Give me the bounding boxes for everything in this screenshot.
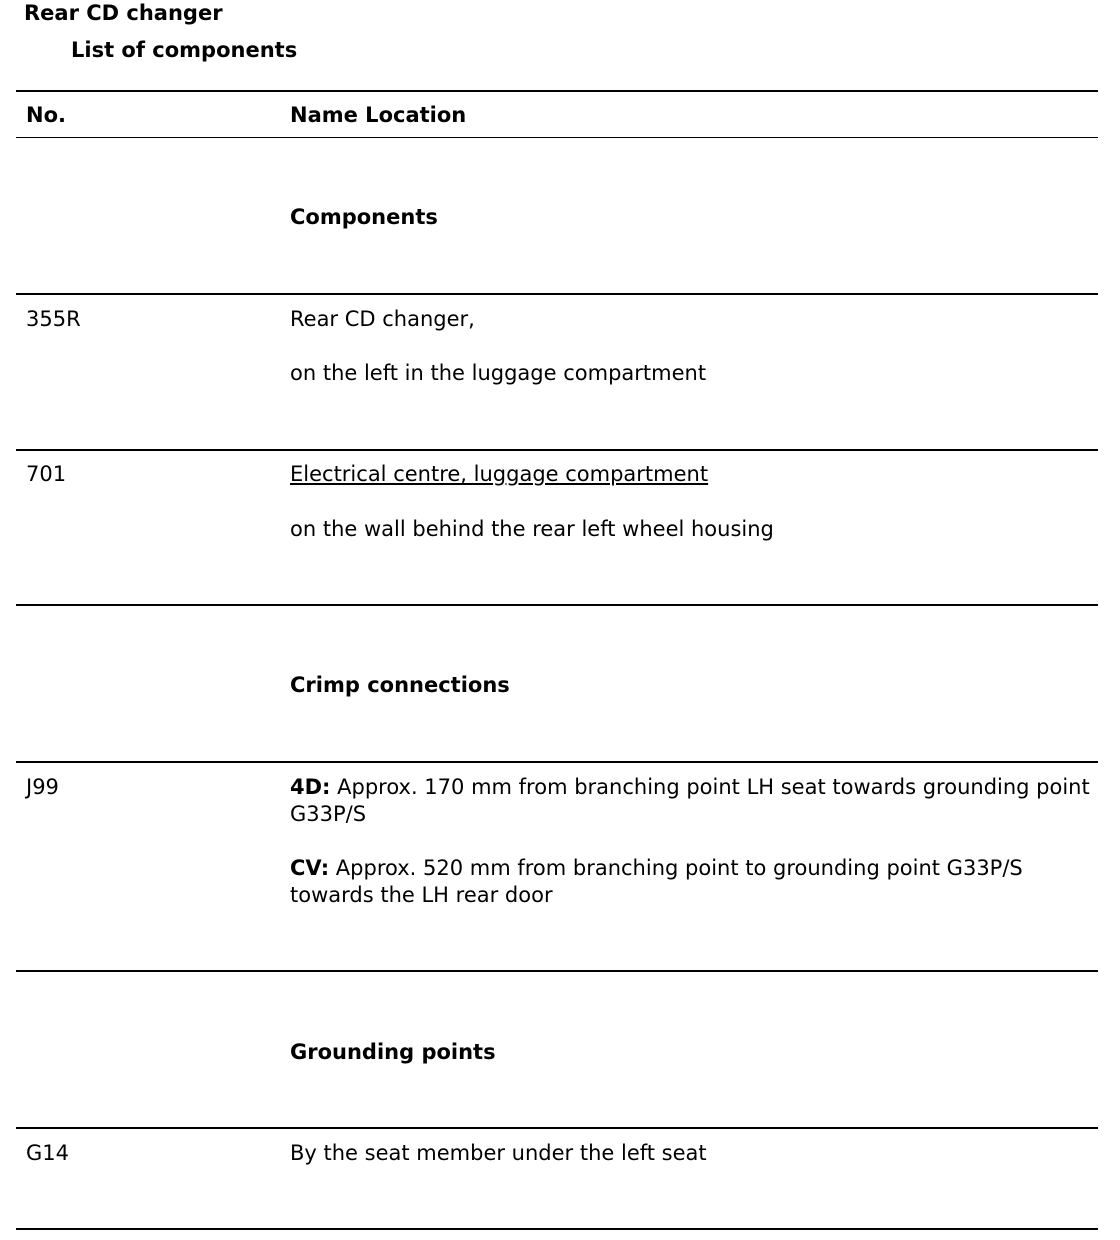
table-bottom-rule bbox=[16, 1228, 1098, 1230]
row-number: G14 bbox=[26, 1141, 69, 1165]
header-no: No. bbox=[26, 103, 66, 127]
document-subtitle: List of components bbox=[71, 38, 298, 62]
row-rule bbox=[16, 449, 1098, 451]
document-title: Rear CD changer bbox=[24, 1, 223, 25]
component-location: on the left in the luggage compartment bbox=[290, 361, 707, 385]
crimp-location-cv bbox=[290, 855, 1090, 909]
section-heading-components: Components bbox=[290, 205, 438, 229]
section-rule bbox=[16, 1127, 1098, 1129]
model-label-4d: 4D: bbox=[290, 775, 331, 799]
row-rule bbox=[16, 604, 1098, 606]
crimp-location-4d bbox=[290, 774, 1090, 828]
crimp-description: Approx. 170 mm from branching point LH seat towards grounding point G33P/S bbox=[290, 775, 1090, 826]
component-name: Rear CD changer, bbox=[290, 307, 475, 331]
model-label-cv: CV: bbox=[290, 856, 330, 880]
section-rule bbox=[16, 761, 1098, 763]
row-number: J99 bbox=[26, 775, 59, 799]
section-heading-grounding-points: Grounding points bbox=[290, 1040, 496, 1064]
table-top-rule bbox=[16, 90, 1098, 92]
row-rule bbox=[16, 970, 1098, 972]
row-number: 701 bbox=[26, 462, 67, 486]
component-location: on the wall behind the rear left wheel housing bbox=[290, 517, 774, 541]
row-number: 355R bbox=[26, 307, 81, 331]
header-bottom-rule bbox=[16, 137, 1098, 138]
section-heading-crimp-connections: Crimp connections bbox=[290, 673, 510, 697]
section-rule bbox=[16, 293, 1098, 295]
crimp-description: Approx. 520 mm from branching point to grounding point G33P/S towards the LH rear door bbox=[290, 856, 1023, 907]
electrical-centre-link[interactable]: Electrical centre, luggage compartment bbox=[290, 462, 709, 486]
header-name-location: Name Location bbox=[290, 103, 467, 127]
grounding-point-location: By the seat member under the left seat bbox=[290, 1141, 707, 1165]
